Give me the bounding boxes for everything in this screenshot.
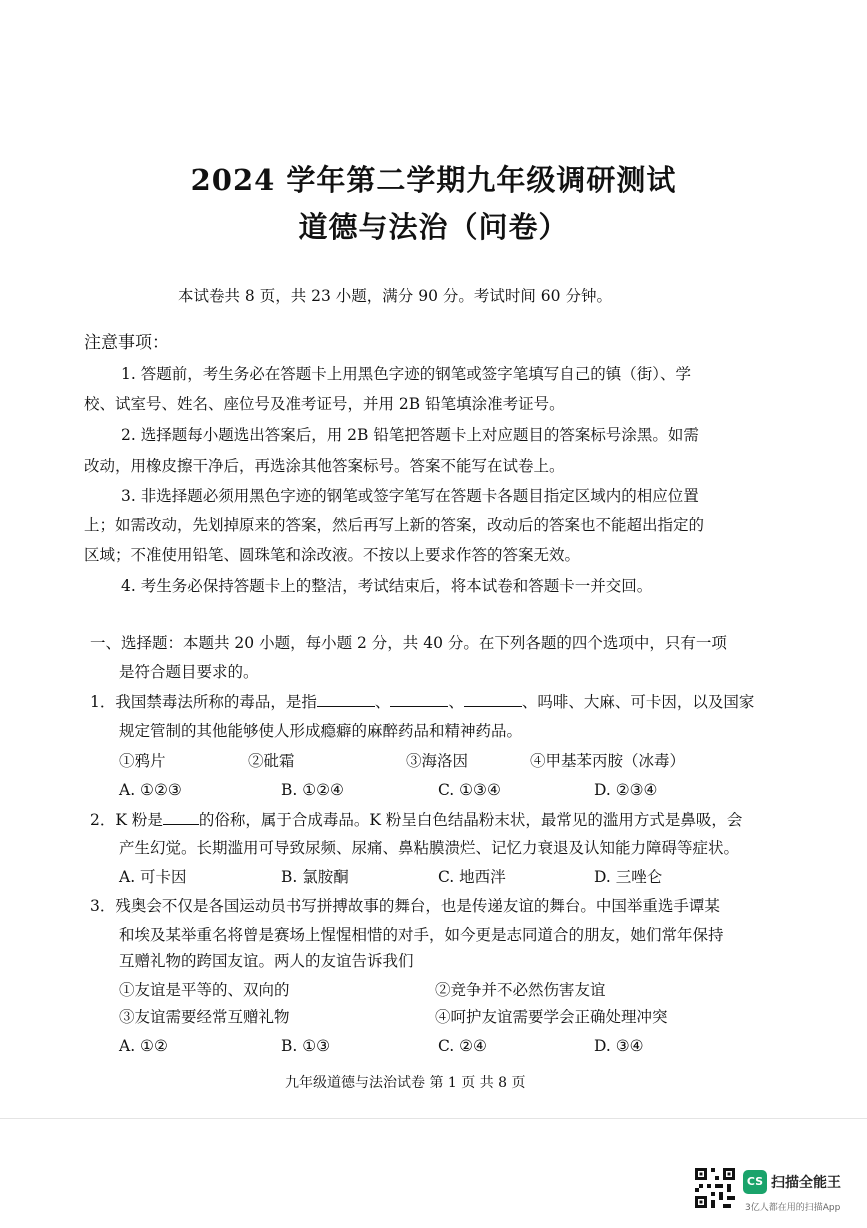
brand-tagline: 3亿人都在用的扫描App xyxy=(745,1203,841,1213)
notice-heading: 注意事项： xyxy=(84,333,169,353)
answer-blank xyxy=(464,692,522,707)
question-3-stem: 3．残奥会不仅是各国运动员书写拼搏故事的舞台，也是传递友谊的舞台。中国举重选手谭某 xyxy=(90,897,720,915)
notice-line: 改动，用橡皮擦干净后，再选涂其他答案标号。答案不能写在试卷上。 xyxy=(84,457,565,475)
question-3-option-a[interactable]: A. ①② xyxy=(119,1037,168,1055)
question-2-option-a[interactable]: A. 可卡因 xyxy=(119,868,187,886)
page-footer: 九年级道德与法治试卷 第 1 页 共 8 页 xyxy=(285,1075,526,1091)
question-2-option-c[interactable]: C. 地西泮 xyxy=(438,868,506,886)
question-2-option-b[interactable]: B. 氯胺酮 xyxy=(281,868,349,886)
question-1-item: ②砒霜 xyxy=(248,752,295,770)
separator: 、 xyxy=(448,693,464,711)
question-1-item: ①鸦片 xyxy=(119,752,166,770)
separator: 、 xyxy=(374,693,391,711)
question-1-option-d[interactable]: D. ②③④ xyxy=(594,781,658,799)
notice-line: 3. 非选择题必须用黑色字迹的钢笔或签字笔写在答题卡各题目指定区域内的相应位置 xyxy=(121,487,699,505)
answer-blank xyxy=(163,810,199,825)
question-2-stem xyxy=(90,810,742,830)
question-1-option-c[interactable]: C. ①③④ xyxy=(438,781,501,799)
question-3-stem-cont: 互赠礼物的跨国友谊。两人的友谊告诉我们 xyxy=(119,952,414,970)
notice-line: 上；如需改动，先划掉原来的答案，然后再写上新的答案，改动后的答案也不能超出指定的 xyxy=(84,516,705,534)
notice-line: 1. 答题前，考生务必在答题卡上用黑色字迹的钢笔或签字笔填写自己的镇（街）、学 xyxy=(121,365,691,383)
section-heading-cont: 是符合题目要求的。 xyxy=(119,663,259,681)
question-1-item: ④甲基苯丙胺（冰毒） xyxy=(530,752,686,770)
notice-line: 2. 选择题每小题选出答案后，用 2B 铅笔把答题卡上对应题目的答案标号涂黑。如需 xyxy=(121,426,699,444)
question-2-option-d[interactable]: D. 三唑仑 xyxy=(594,868,663,886)
brand-name: 扫描全能王 xyxy=(771,1175,841,1191)
question-1-item: ③海洛因 xyxy=(406,752,469,770)
question-3-item: ②竞争并不必然伤害友谊 xyxy=(435,981,606,999)
question-3-item: ④呵护友谊需要学会正确处理冲突 xyxy=(435,1008,668,1026)
exam-meta: 本试卷共 8 页，共 23 小题，满分 90 分。考试时间 60 分钟。 xyxy=(178,287,612,305)
question-1-tail: 、吗啡、大麻、可卡因，以及国家 xyxy=(521,693,755,711)
question-1-stem-cont: 规定管制的其他能够使人形成瘾癖的麻醉药品和精神药品。 xyxy=(119,722,523,740)
question-3-option-b[interactable]: B. ①③ xyxy=(281,1037,331,1055)
question-2-prefix: 2．K 粉是 xyxy=(90,811,163,829)
answer-blank xyxy=(390,692,448,707)
question-3-option-d[interactable]: D. ③④ xyxy=(594,1037,644,1055)
exam-title: 2024 学年第二学期九年级调研测试 xyxy=(190,163,677,197)
question-3-item: ③友谊需要经常互赠礼物 xyxy=(119,1008,290,1026)
notice-line: 区域；不准使用铅笔、圆珠笔和涂改液。不按以上要求作答的答案无效。 xyxy=(84,546,581,564)
question-1-option-a[interactable]: A. ①②③ xyxy=(119,781,182,799)
section-heading: 一、选择题：本题共 20 小题，每小题 2 分，共 40 分。在下列各题的四个选项中，只有一项 xyxy=(90,634,727,652)
notice-line: 4. 考生务必保持答题卡上的整洁，考试结束后，将本试卷和答题卡一并交回。 xyxy=(121,577,653,595)
question-2-tail: 的俗称，属于合成毒品。K 粉呈白色结晶粉末状，最常见的滥用方式是鼻吸，会 xyxy=(198,811,743,829)
camscanner-logo: CS xyxy=(743,1170,767,1194)
question-1-option-b[interactable]: B. ①②④ xyxy=(281,781,344,799)
question-1-stem xyxy=(90,692,754,712)
notice-line: 校、试室号、姓名、座位号及准考证号，并用 2B 铅笔填涂准考证号。 xyxy=(84,395,565,413)
question-2-stem-cont: 产生幻觉。长期滥用可导致尿频、尿痛、鼻粘膜溃烂、记忆力衰退及认知能力障碍等症状。 xyxy=(119,839,740,857)
question-1-prefix: 1．我国禁毒法所称的毒品，是指 xyxy=(90,693,317,711)
page-divider xyxy=(0,1118,867,1119)
question-3-stem-cont: 和埃及某举重名将曾是赛场上惺惺相惜的对手，如今更是志同道合的朋友，她们常年保持 xyxy=(119,926,724,944)
answer-blank xyxy=(317,692,375,707)
exam-subtitle: 道德与法治（问卷） xyxy=(298,210,569,244)
qr-code-icon xyxy=(695,1168,735,1208)
question-3-item: ①友谊是平等的、双向的 xyxy=(119,981,290,999)
question-3-option-c[interactable]: C. ②④ xyxy=(438,1037,487,1055)
